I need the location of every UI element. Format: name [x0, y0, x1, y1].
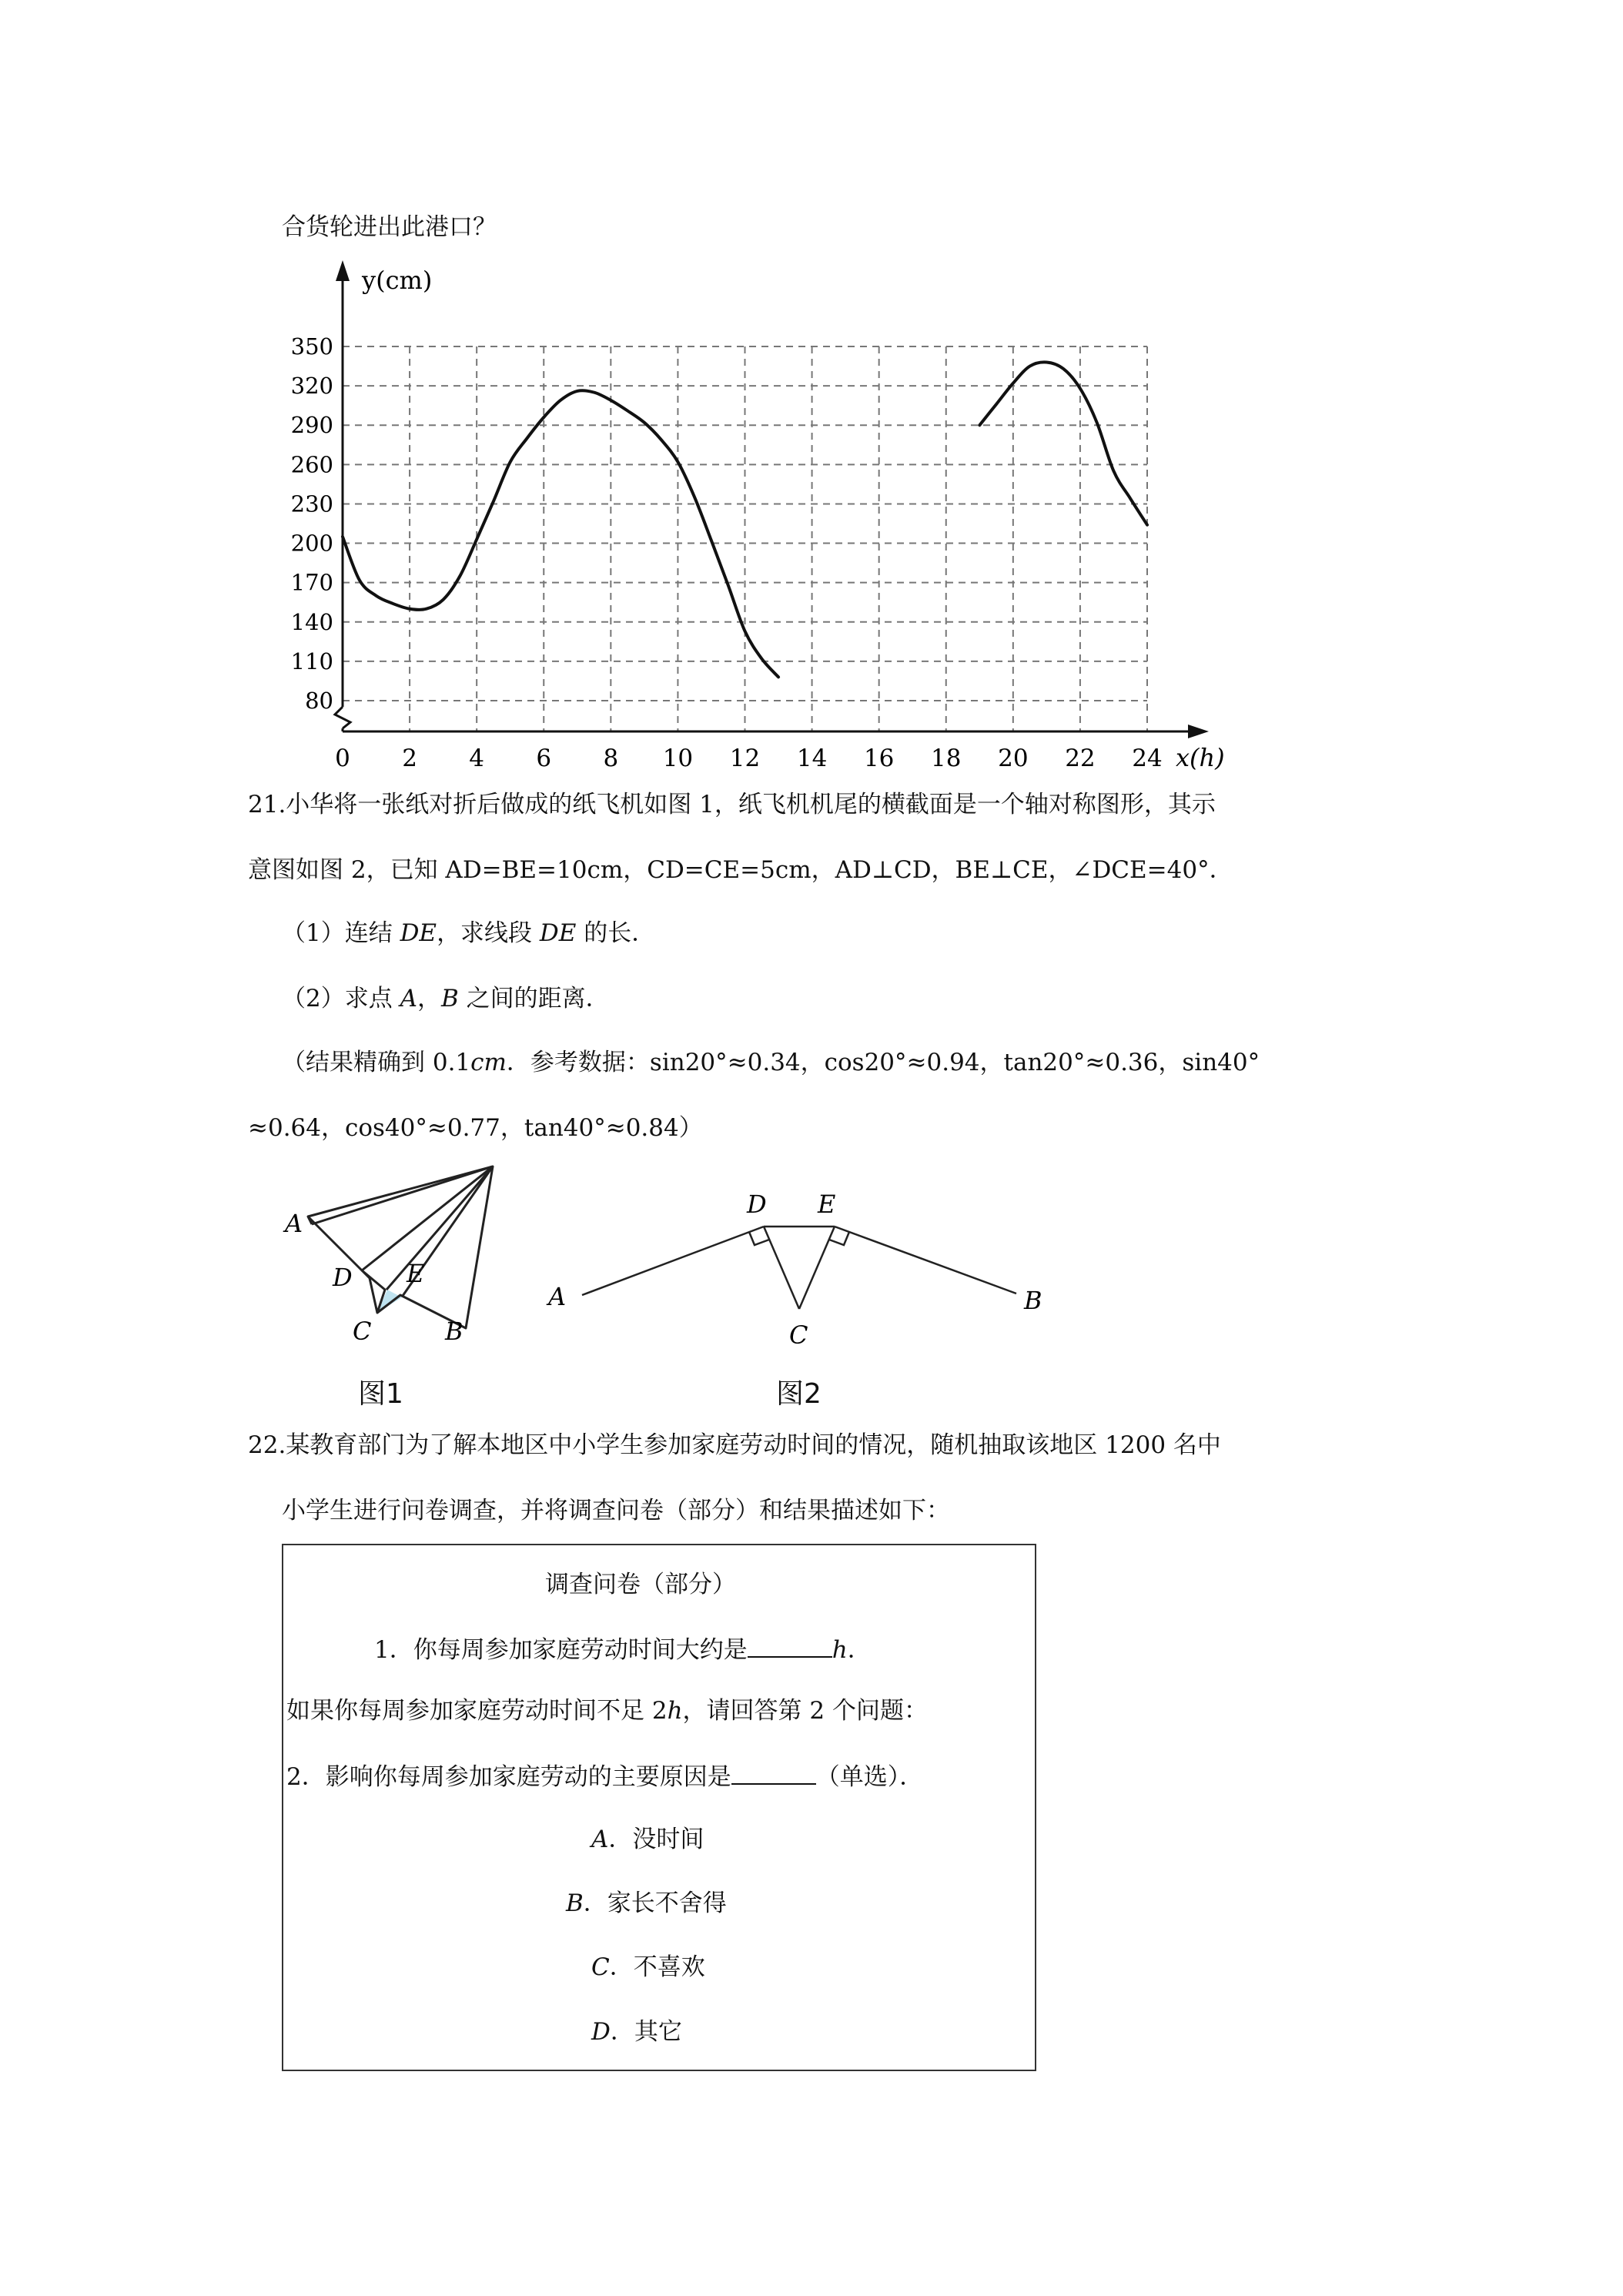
x-tick-label-24: 24 [1132, 745, 1163, 772]
survey-q1-end: ． [847, 1636, 872, 1664]
plane-left-wing [308, 1166, 493, 1270]
survey-option-c [591, 1953, 705, 1981]
q21-part1-de-2: DE [539, 919, 577, 947]
option-c-letter: C [591, 1953, 610, 1981]
x-tick-label-4: 4 [469, 745, 485, 772]
q21-ref2: ≈0.64，cos40°≈0.77，tan40°≈0.84） [248, 1114, 703, 1142]
survey-condition [286, 1699, 928, 1723]
plane-body-right [387, 1166, 493, 1290]
fig1-label-a: A [285, 1209, 303, 1238]
y-tick-label-350: 350 [290, 333, 333, 360]
option-b-text: ．家长不舍得 [583, 1889, 727, 1917]
y-tick-label-80: 80 [305, 688, 333, 714]
survey-q1-text: 1．你每周参加家庭劳动时间大约是 [374, 1636, 748, 1664]
y-axis-label: y(cm) [362, 266, 433, 295]
survey-condition-unit: h [667, 1697, 683, 1725]
option-a-letter: A [591, 1826, 609, 1853]
option-d-text: ．其它 [610, 2018, 682, 2046]
survey-box [282, 1544, 1036, 2071]
survey-q1 [374, 1636, 872, 1662]
chart-ticks [291, 333, 1163, 772]
fig2-label-b: B [1024, 1286, 1042, 1315]
survey-option-b [566, 1889, 727, 1917]
fig2-label-c: C [789, 1320, 808, 1350]
survey-q2-blank [731, 1763, 816, 1785]
survey-condition-a: 如果你每周参加家庭劳动时间不足 2 [286, 1697, 668, 1725]
y-tick-label-200: 200 [290, 530, 333, 557]
x-tick-label-6: 6 [536, 745, 552, 772]
survey-option-d [591, 2020, 682, 2044]
plane-top-edge [308, 1166, 493, 1217]
x-tick-label-20: 20 [998, 745, 1029, 772]
tide-chart [290, 254, 1274, 785]
x-tick-label-16: 16 [863, 745, 895, 772]
option-d-letter: D [591, 2018, 611, 2046]
series-curve-1 [343, 390, 778, 677]
y-tick-label-110: 110 [290, 648, 333, 674]
x-tick-label-12: 12 [729, 745, 761, 772]
y-tick-label-230: 230 [290, 490, 333, 517]
fig2-label-e: E [818, 1190, 836, 1219]
fig1-label-c: C [353, 1317, 372, 1346]
fig1-label-b: B [445, 1317, 463, 1346]
q21-ref1-cm: cm [470, 1049, 507, 1076]
option-a-text: ．没时间 [608, 1826, 704, 1853]
q21-part2-b: B [440, 985, 459, 1012]
q21-part1-text-c: ，求线段 [437, 919, 540, 947]
q21-part2-text-e: 之间的距离． [458, 985, 610, 1012]
q21-part2 [282, 987, 610, 1011]
y-tick-label-320: 320 [290, 373, 333, 400]
q20-tail-text: 合货轮进出此港口？ [282, 213, 497, 241]
option-c-text: ．不喜欢 [609, 1953, 705, 1981]
option-b-letter: B [566, 1889, 584, 1917]
q22-line1: 22.某教育部门为了解本地区中小学生参加家庭劳动时间的情况，随机抽取该地区 1200 名中 [248, 1431, 1221, 1459]
q21-part1 [282, 919, 656, 947]
x-tick-label-18: 18 [931, 745, 962, 772]
q21-ref1-c: ．参考数据：sin20°≈0.34，cos20°≈0.94，tan20°≈0.36，sin40° [506, 1049, 1260, 1076]
survey-option-a [591, 1828, 704, 1852]
y-tick-label-290: 290 [290, 412, 333, 439]
y-tick-label-170: 170 [290, 569, 333, 596]
fig2-label-d: D [747, 1190, 767, 1219]
x-axis-label: x(h) [1176, 743, 1225, 772]
fig2-caption: 图2 [776, 1378, 822, 1410]
q21-part1-text-a: （1）连结 [282, 919, 400, 947]
x-tick-label-2: 2 [402, 745, 417, 772]
q21-part2-text-a: （2）求点 [282, 985, 400, 1012]
survey-q1-unit: h [832, 1636, 848, 1664]
q21-part2-a: A [400, 985, 417, 1012]
q21-part1-de-1: DE [400, 919, 437, 947]
q21-ref1-a: （结果精确到 0.1 [282, 1049, 471, 1076]
chart-grid [343, 346, 1147, 731]
x-axis-arrow [1188, 725, 1209, 738]
survey-q2-end: （单选）． [815, 1763, 924, 1791]
fig2-label-a: A [548, 1282, 567, 1311]
x-tick-label-10: 10 [662, 745, 694, 772]
q21-part2-text-c: ， [417, 985, 441, 1012]
fig1-caption: 图1 [358, 1378, 403, 1410]
q21-ref1 [282, 1051, 1260, 1075]
survey-q1-blank [748, 1636, 832, 1658]
segment-eb [835, 1227, 1016, 1294]
x-tick-label-0: 0 [335, 745, 350, 772]
q22-line2: 小学生进行问卷调查，并将调查问卷（部分）和结果描述如下： [282, 1497, 950, 1525]
x-tick-label-14: 14 [796, 745, 828, 772]
q21-line2: 意图如图 2，已知 AD=BE=10cm，CD=CE=5cm，AD⊥CD，BE⊥CE，∠DCE=40°． [248, 856, 1233, 884]
figure-2-cross-section [539, 1178, 1062, 1355]
survey-q2-text: 2．影响你每周参加家庭劳动的主要原因是 [286, 1763, 731, 1791]
segment-ec [799, 1227, 835, 1309]
survey-q2 [286, 1763, 923, 1789]
y-axis-arrow [336, 260, 350, 281]
y-tick-label-140: 140 [290, 608, 333, 635]
y-axis-break [335, 707, 350, 728]
segment-ad [582, 1227, 764, 1295]
y-tick-label-260: 260 [290, 451, 333, 478]
survey-title: 调查问卷（部分） [545, 1571, 736, 1598]
fig1-label-d: D [333, 1263, 353, 1292]
survey-condition-b: ，请回答第 2 个问题： [682, 1697, 928, 1725]
x-tick-label-8: 8 [603, 745, 619, 772]
chart-axes [335, 260, 1209, 738]
fig1-label-e: E [407, 1259, 425, 1288]
segment-dc [764, 1227, 799, 1309]
figure-1-paper-plane [269, 1155, 516, 1355]
q21-part1-text-e: 的长． [576, 919, 656, 947]
x-tick-label-22: 22 [1065, 745, 1096, 772]
q21-line1: 21.小华将一张纸对折后做成的纸飞机如图 1，纸飞机机尾的横截面是一个轴对称图形，其示 [248, 791, 1216, 818]
